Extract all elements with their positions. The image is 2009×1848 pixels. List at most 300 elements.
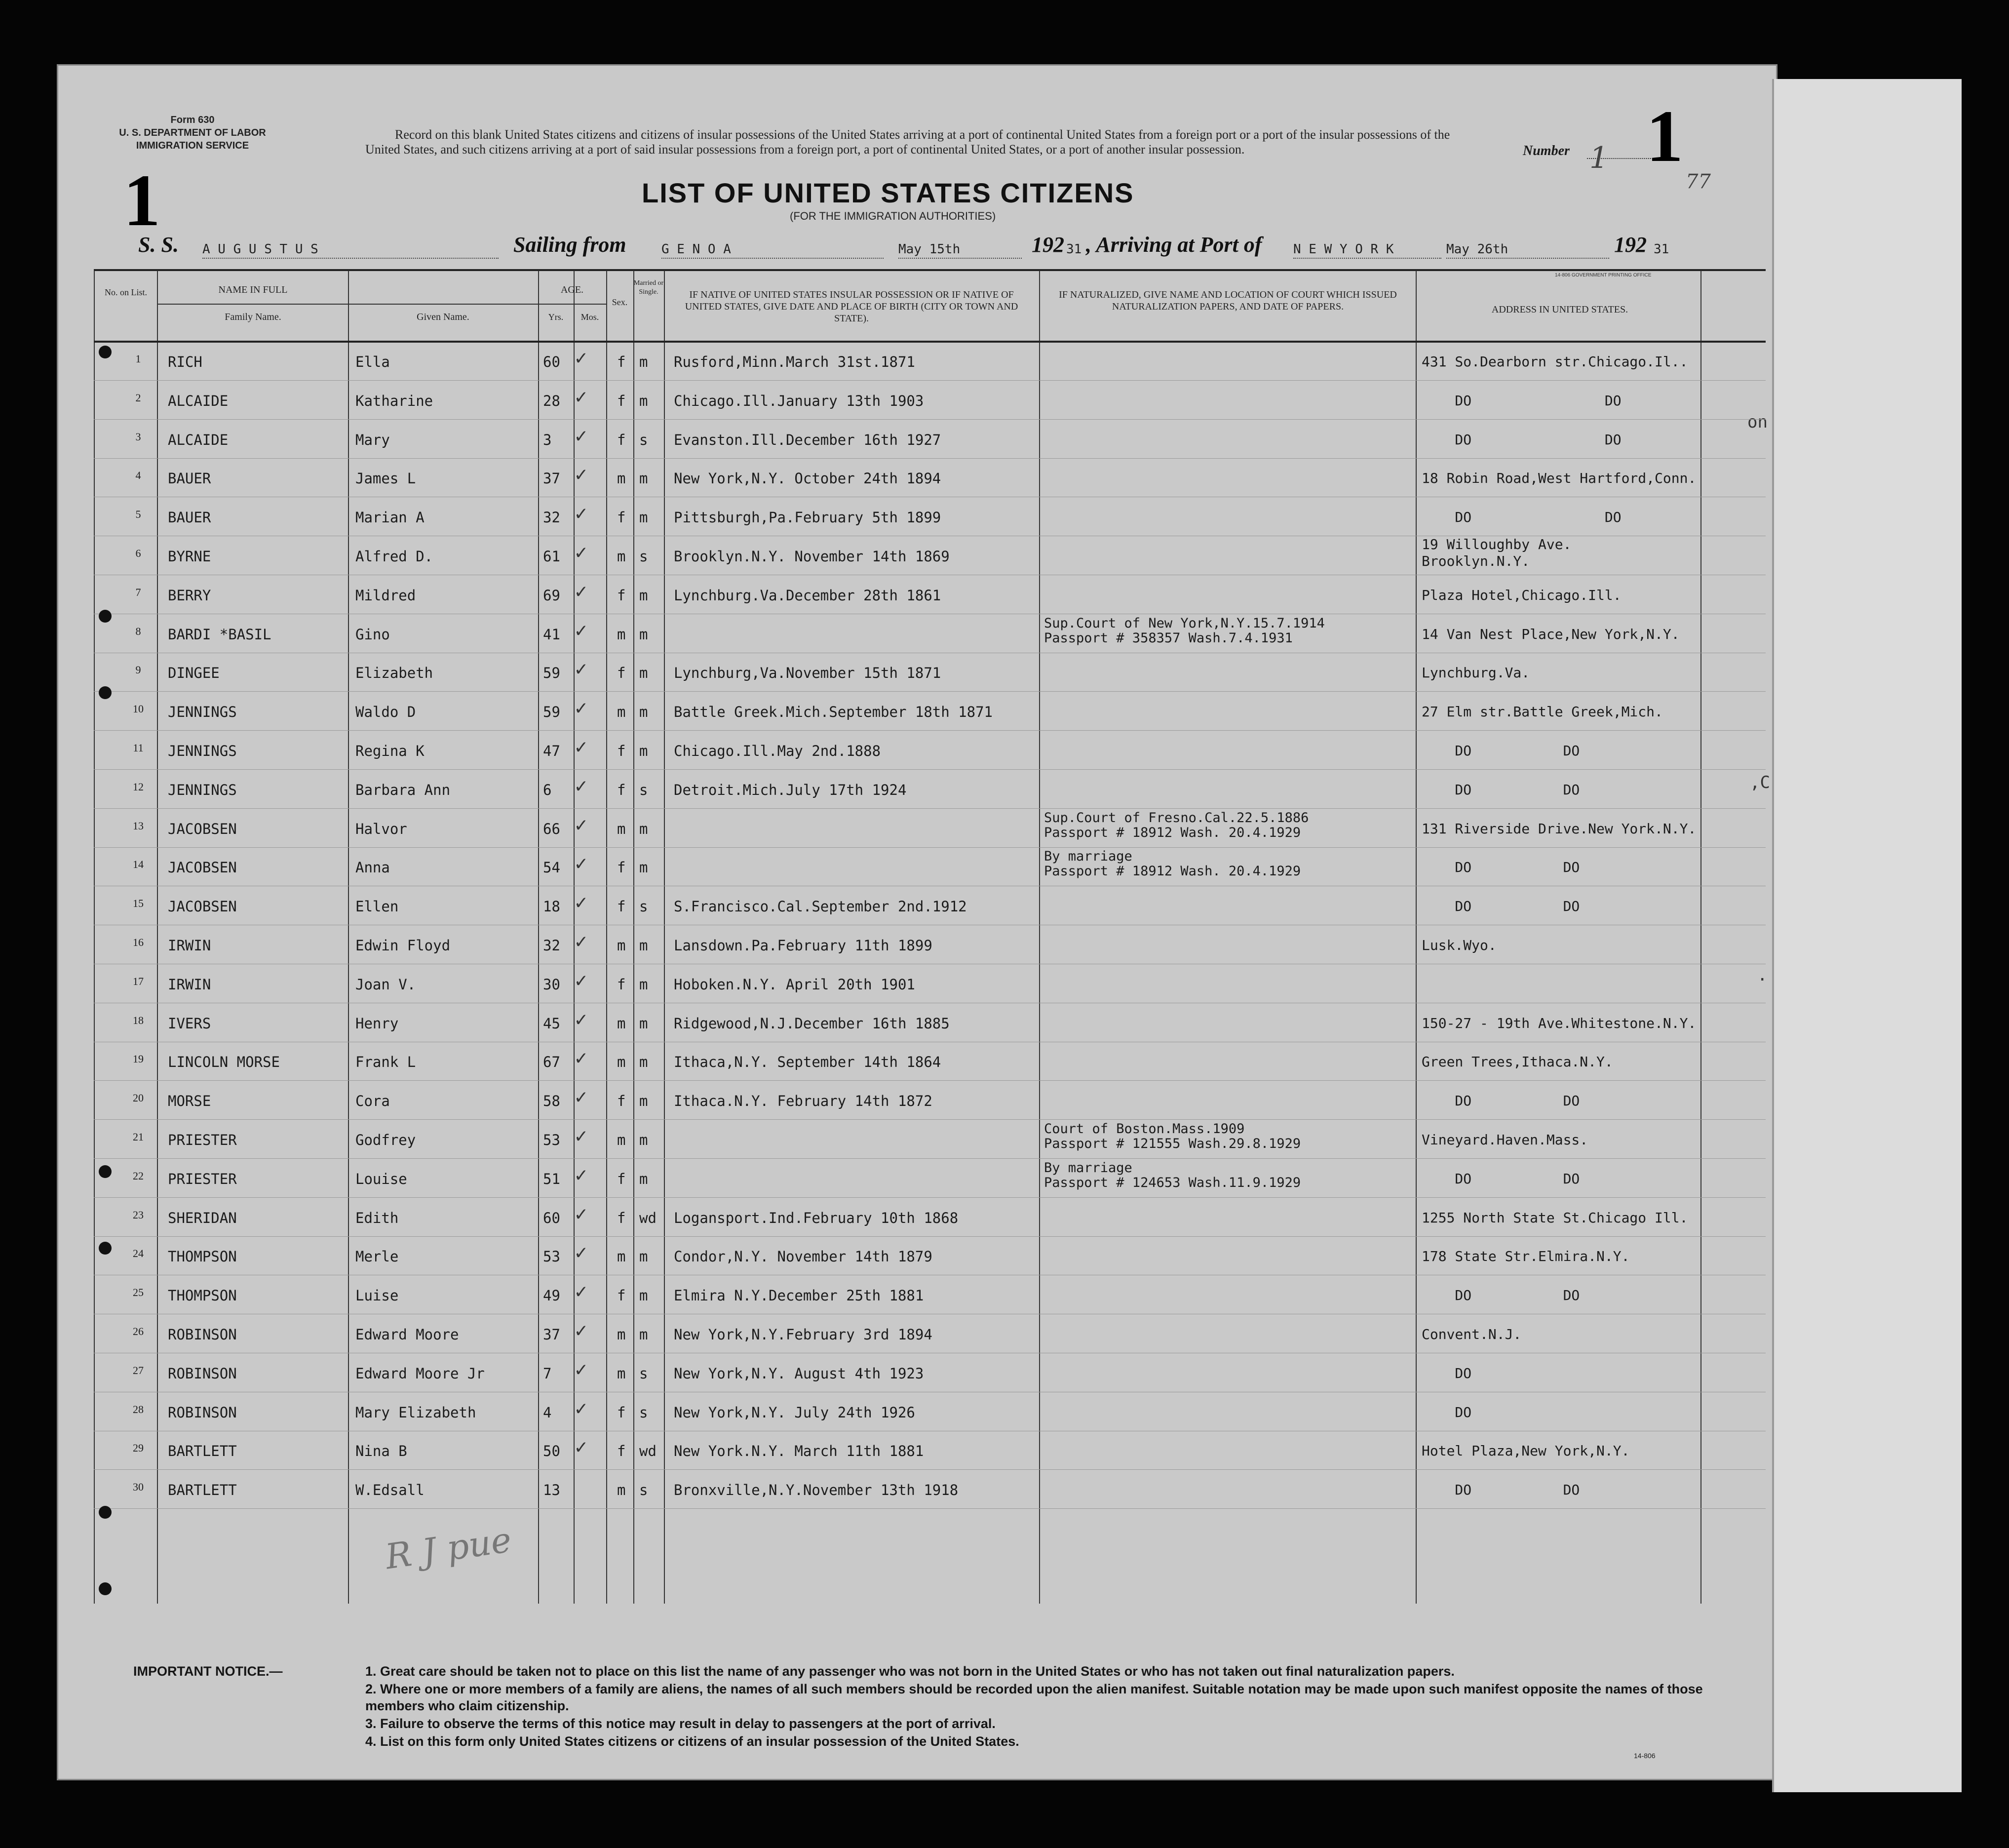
age-years: 67 [543,1054,560,1071]
check-mark: ✓ [575,736,587,758]
marital-status: m [639,1054,648,1071]
sailing-label: Sailing from [513,233,626,257]
sex: m [617,1015,626,1032]
table-row [94,1198,1766,1237]
family-name: BARTLETT [168,1443,237,1460]
birth-place-date: Lansdown.Pa.February 11th 1899 [674,937,932,954]
table-row [94,692,1766,731]
sex: m [617,548,626,565]
birth-place-date: Ithaca.N.Y. February 14th 1872 [674,1093,932,1110]
us-address: DO DO [1422,898,1580,915]
table-row [94,925,1766,964]
check-mark: ✓ [575,1436,587,1459]
table-row [94,1392,1766,1431]
birth-place-date: New York,N.Y.February 3rd 1894 [674,1326,932,1343]
us-address: Lusk.Wyo. [1422,937,1497,953]
marital-status: m [639,1093,648,1110]
family-name: MORSE [168,1093,211,1110]
birth-place-date: New York,N.Y. July 24th 1926 [674,1404,915,1421]
age-years: 50 [543,1443,560,1460]
binder-hole [99,1582,112,1595]
table-row [94,342,1766,381]
birth-place-date: Detroit.Mich.July 17th 1924 [674,781,907,798]
col-sex: Sex. [612,297,628,307]
sex: f [617,1443,626,1460]
corner-annotation: 77 [1686,170,1711,193]
table-row [94,497,1766,536]
table-row [94,1120,1766,1159]
given-name: Ella [355,354,390,370]
row-number: 11 [133,742,144,754]
given-name: Edwin Floyd [355,937,451,954]
given-name: Regina K [355,743,425,759]
age-years: 32 [543,937,560,954]
given-name: Frank L [355,1054,416,1071]
check-mark: ✓ [575,969,587,992]
check-mark: ✓ [575,774,587,797]
margin-fragment: ,C [1750,773,1770,792]
birth-place-date: Chicago.Ill.January 13th 1903 [674,392,924,409]
table-row [94,1353,1766,1392]
check-mark: ✓ [575,813,587,836]
row-number: 13 [133,819,144,832]
check-mark: ✓ [575,424,587,447]
sex: f [617,859,626,876]
row-number: 3 [135,430,141,443]
marital-status: m [639,937,648,954]
age-years: 59 [543,704,560,721]
us-address: DO DO [1422,743,1580,759]
form-identifier: Form 630 U. S. DEPARTMENT OF LABOR IMMIGRATION SERVICE [119,115,266,151]
check-mark: ✓ [575,697,587,720]
family-name: ROBINSON [168,1326,237,1343]
sail-year: 31 [1066,242,1082,257]
age-years: 53 [543,1248,560,1265]
handwritten-scribble: R J pue [383,1519,514,1577]
sex: f [617,509,626,526]
birth-place-date: Rusford,Minn.March 31st.1871 [674,354,915,370]
us-address: 131 Riverside Drive.New York.N.Y. [1422,820,1697,837]
sex: f [617,392,626,409]
row-number: 17 [133,975,144,987]
check-mark: ✓ [575,1280,587,1303]
age-years: 18 [543,898,560,915]
us-address: Lynchburg.Va. [1422,665,1530,681]
table-row [94,964,1766,1003]
given-name: Nina B [355,1443,407,1460]
birth-place-date: Battle Greek.Mich.September 18th 1871 [674,704,993,721]
adjacent-page-edge [1772,79,1962,1792]
given-name: Katharine [355,392,433,409]
row-number: 21 [133,1131,144,1143]
col-birth: IF NATIVE OF UNITED STATES INSULAR POSSESSION OR IF NATIVE OF UNITED STATES, GIVE DATE AND PLACE OF BIRTH (CITY OR TOWN AND STATE). [685,289,1018,324]
table-row [94,731,1766,770]
us-address: 18 Robin Road,West Hartford,Conn. [1422,470,1697,487]
col-no: No. on List. [104,287,147,297]
check-mark: ✓ [575,1125,587,1147]
table-row [94,847,1766,886]
us-address: 150-27 - 19th Ave.Whitestone.N.Y. [1422,1015,1697,1031]
family-name: LINCOLN MORSE [168,1054,280,1071]
us-address: DO DO [1422,431,1622,448]
marital-status: s [639,548,648,565]
col-family-name: Family Name. [225,312,281,322]
row-number: 19 [133,1053,144,1065]
age-years: 47 [543,743,560,759]
arrive-date: May 26th [1446,242,1609,259]
family-name: JACOBSEN [168,898,237,915]
age-years: 61 [543,548,560,565]
check-mark: ✓ [575,1397,587,1420]
col-mos: Mos. [580,312,599,322]
table-row [94,886,1766,925]
family-name: ROBINSON [168,1365,237,1382]
marital-status: m [639,665,648,682]
marital-status: m [639,1248,648,1265]
family-name: RICH [168,354,202,370]
row-number: 9 [135,664,141,676]
margin-fragment: on [1747,412,1768,432]
given-name: Edith [355,1209,399,1226]
col-given-name: Given Name. [417,312,469,322]
check-mark: ✓ [575,1047,587,1070]
binder-hole [99,1506,112,1519]
given-name: Elizabeth [355,665,433,682]
birth-place-date: Brooklyn.N.Y. November 14th 1869 [674,548,950,565]
col-naturalized: IF NATURALIZED, GIVE NAME AND LOCATION OF COURT WHICH ISSUED NATURALIZATION PAPERS, AND DATE OF PAPERS. [1059,289,1397,312]
table-row [94,458,1766,497]
check-mark: ✓ [575,619,587,642]
marital-status: m [639,1132,648,1148]
given-name: Louise [355,1170,407,1187]
birth-place-date: Evanston.Ill.December 16th 1927 [674,431,941,448]
birth-place-date: Bronxville,N.Y.November 13th 1918 [674,1482,959,1499]
marital-status: m [639,859,648,876]
marital-status: s [639,431,648,448]
us-address: DO DO [1422,781,1580,798]
marital-status: m [639,820,648,837]
check-mark: ✓ [575,1241,587,1264]
given-name: Merle [355,1248,399,1265]
us-address: DO DO [1422,1170,1580,1187]
marital-status: m [639,470,648,487]
table-row [94,381,1766,420]
birth-place-date: Lynchburg,Va.November 15th 1871 [674,665,941,682]
margin-fragment: . [1757,965,1768,985]
us-address: DO DO [1422,509,1622,526]
row-number: 4 [135,469,141,482]
left-page-mark: 1 [123,159,160,241]
family-name: JACOBSEN [168,820,237,837]
page-subtitle: (FOR THE IMMIGRATION AUTHORITIES) [790,210,996,222]
check-mark: ✓ [575,658,587,681]
us-address: DO DO [1422,1482,1580,1498]
age-years: 45 [543,1015,560,1032]
col-married: Married or Single. [633,279,664,296]
row-number: 23 [133,1208,144,1221]
birth-place-date: Ridgewood,N.J.December 16th 1885 [674,1015,950,1032]
ship-name: A U G U S T U S [202,242,499,259]
family-name: JENNINGS [168,743,237,759]
check-mark: ✓ [575,541,587,564]
check-mark: ✓ [575,891,587,914]
row-number: 16 [133,936,144,948]
marital-status: m [639,704,648,721]
age-years: 32 [543,509,560,526]
sex: f [617,898,626,915]
marital-status: s [639,781,648,798]
sex: f [617,976,626,993]
arriving-label: , Arriving at Port of [1086,233,1262,257]
us-address: 14 Van Nest Place,New York,N.Y. [1422,626,1680,642]
given-name: Marian A [355,509,425,526]
year-label: 192 [1032,233,1064,257]
notice-item: 2. Where one or more members of a family are aliens, the names of all such members should be recorded upon the alien manifest. Suitable notation may be made upon such manifest opposite the names of those members who claim citizenship. [365,1682,1703,1713]
check-mark: ✓ [575,1202,587,1225]
family-name: IRWIN [168,976,211,993]
birth-place-date: Lynchburg.Va.December 28th 1861 [674,587,941,604]
given-name: Luise [355,1287,399,1304]
row-number: 24 [133,1247,144,1260]
birth-place-date: Condor,N.Y. November 14th 1879 [674,1248,932,1265]
sex: f [617,587,626,604]
marital-status: s [639,1482,648,1499]
row-number: 30 [133,1481,144,1494]
family-name: DINGEE [168,665,220,682]
sex: f [617,431,626,448]
age-years: 54 [543,859,560,876]
check-mark: ✓ [575,1163,587,1186]
marital-status: m [639,743,648,759]
family-name: BERRY [168,587,211,604]
given-name: Mary Elizabeth [355,1404,476,1421]
notice-item: 4. List on this form only United States citizens or citizens of an insular possession of the United States. [365,1734,1019,1749]
family-name: JENNINGS [168,781,237,798]
given-name: Henry [355,1015,399,1032]
sex: f [617,781,626,798]
marital-status: s [639,898,648,915]
given-name: Mary [355,431,390,448]
us-address: 178 State Str.Elmira.N.Y. [1422,1248,1630,1265]
family-name: PRIESTER [168,1170,237,1187]
row-number: 7 [135,586,141,598]
us-address: DO DO [1422,1287,1580,1304]
marital-status: m [639,976,648,993]
col-yrs: Yrs. [548,312,564,322]
check-mark: ✓ [575,1319,587,1342]
sex: f [617,1209,626,1226]
table-row [94,1159,1766,1198]
sex: m [617,470,626,487]
sex: f [617,1404,626,1421]
table-row [94,575,1766,614]
row-number: 28 [133,1403,144,1415]
marital-status: m [639,392,648,409]
marital-status: wd [639,1209,657,1226]
given-name: Barbara Ann [355,781,451,798]
family-name: JENNINGS [168,704,237,721]
page-title: LIST OF UNITED STATES CITIZENS [642,177,1134,208]
sex: m [617,937,626,954]
sex: f [617,1093,626,1110]
given-name: Mildred [355,587,416,604]
binder-hole [99,610,112,623]
family-name: BAUER [168,470,211,487]
naturalization: By marriage Passport # 124653 Wash.11.9.1929 [1044,1160,1301,1190]
age-years: 49 [543,1287,560,1304]
age-years: 41 [543,626,560,643]
row-number: 26 [133,1325,144,1337]
col-name-in-full: NAME IN FULL [218,284,288,295]
col-address: ADDRESS IN UNITED STATES. [1491,304,1628,315]
sex: m [617,626,626,643]
row-number: 10 [133,703,144,715]
family-name: BARDI *BASIL [168,626,271,643]
table-row [94,1431,1766,1470]
age-years: 58 [543,1093,560,1110]
check-mark: ✓ [575,1086,587,1109]
marital-status: m [639,587,648,604]
given-name: Cora [355,1093,390,1110]
family-name: PRIESTER [168,1132,237,1148]
us-address: Vineyard.Haven.Mass. [1422,1132,1588,1148]
arriving-port: N E W Y O R K [1293,242,1441,259]
table-row [94,809,1766,848]
number-handwritten: 1 [1589,141,1609,175]
row-number: 29 [133,1442,144,1455]
naturalization: Sup.Court of New York,N.Y.15.7.1914 Passport # 358357 Wash.7.4.1931 [1044,615,1325,646]
row-number: 12 [133,780,144,793]
birth-place-date: Pittsburgh,Pa.February 5th 1899 [674,509,941,526]
sex: m [617,1326,626,1343]
family-name: ROBINSON [168,1404,237,1421]
check-mark: ✓ [575,502,587,525]
binder-hole [99,346,112,358]
notice-heading: IMPORTANT NOTICE.— [133,1664,283,1679]
row-number: 6 [135,547,141,559]
age-years: 6 [543,781,552,798]
us-address: Hotel Plaza,New York,N.Y. [1422,1443,1630,1459]
family-name: BAUER [168,509,211,526]
age-years: 66 [543,820,560,837]
table-row [94,536,1766,575]
row-number: 25 [133,1286,144,1299]
naturalization: By marriage Passport # 18912 Wash. 20.4.1929 [1044,849,1301,879]
table-row [94,770,1766,809]
given-name: Ellen [355,898,399,915]
family-name: JACOBSEN [168,859,237,876]
family-name: SHERIDAN [168,1209,237,1226]
sex: m [617,1054,626,1071]
row-number: 20 [133,1092,144,1104]
notice-item: 1. Great care should be taken not to place on this list the name of any passenger who was not born in the United States or who has not taken out final naturalization papers. [365,1664,1455,1679]
sex: f [617,1287,626,1304]
sex: m [617,1482,626,1499]
sex: m [617,820,626,837]
footer-code: 14-806 [1634,1752,1656,1760]
birth-place-date: Logansport.Ind.February 10th 1868 [674,1209,959,1226]
table-row [94,1275,1766,1314]
ss-label: S. S. [138,233,179,257]
marital-status: m [639,626,648,643]
year-label: 192 [1614,233,1647,257]
check-mark: ✓ [575,463,587,486]
instructions-text: Record on this blank United States citizens and citizens of insular possessions of the United States arriving at a port of continental United States from a foreign port or a port of the insular possessions of the United States, and such citizens arriving at a port of said insular possessions from a foreign port, a port of continental United States, or a port of another insular possession. [365,127,1450,157]
us-address: Convent.N.J. [1422,1326,1522,1342]
family-name: THOMPSON [168,1287,237,1304]
row-number: 18 [133,1014,144,1026]
table-row [94,1003,1766,1042]
sail-date: May 15th [898,242,1022,259]
sailing-port: G E N O A [661,242,884,259]
birth-place-date: New York,N.Y. October 24th 1894 [674,470,941,487]
age-years: 69 [543,587,560,604]
birth-place-date: Hoboken.N.Y. April 20th 1901 [674,976,915,993]
naturalization: Sup.Court of Fresno.Cal.22.5.1886 Passport # 18912 Wash. 20.4.1929 [1044,810,1309,840]
row-number: 14 [133,858,144,871]
marital-status: m [639,354,648,370]
col-age: AGE. [560,284,584,295]
birth-place-date: Ithaca,N.Y. September 14th 1864 [674,1054,941,1071]
sex: f [617,743,626,759]
marital-status: m [639,1015,648,1032]
row-number: 5 [135,508,141,521]
us-address: Plaza Hotel,Chicago.Ill. [1422,587,1622,603]
sex: f [617,665,626,682]
given-name: Gino [355,626,390,643]
given-name: Joan V. [355,976,416,993]
number-stamp: 1 [1646,95,1683,177]
check-mark: ✓ [575,1358,587,1381]
us-address: DO DO [1422,1093,1580,1109]
us-address: 1255 North State St.Chicago Ill. [1422,1209,1688,1226]
marital-status: m [639,1287,648,1304]
family-name: THOMPSON [168,1248,237,1265]
table-row [94,1314,1766,1353]
given-name: Godfrey [355,1132,416,1148]
age-years: 60 [543,1209,560,1226]
us-address: Green Trees,Ithaca.N.Y. [1422,1054,1613,1070]
row-number: 15 [133,897,144,910]
family-name: IRWIN [168,937,211,954]
birth-place-date: Elmira N.Y.December 25th 1881 [674,1287,924,1304]
birth-place-date: Chicago.Ill.May 2nd.1888 [674,743,881,759]
age-years: 53 [543,1132,560,1148]
given-name: Waldo D [355,704,416,721]
given-name: Alfred D. [355,548,433,565]
row-number: 1 [135,353,141,365]
us-address: DO DO [1422,859,1580,876]
given-name: Anna [355,859,390,876]
table-row [94,1470,1766,1509]
check-mark: ✓ [575,580,587,603]
table-row [94,614,1766,653]
marital-status: m [639,509,648,526]
given-name: Edward Moore [355,1326,459,1343]
birth-place-date: S.Francisco.Cal.September 2nd.1912 [674,898,967,915]
check-mark: ✓ [575,385,587,408]
table-row [94,1236,1766,1275]
sex: m [617,704,626,721]
table-row [94,420,1766,459]
number-label: Number [1523,143,1570,158]
sex: m [617,1365,626,1382]
row-number: 27 [133,1364,144,1376]
age-years: 59 [543,665,560,682]
row-number: 8 [135,625,141,637]
marital-status: s [639,1365,648,1382]
age-years: 4 [543,1404,552,1421]
